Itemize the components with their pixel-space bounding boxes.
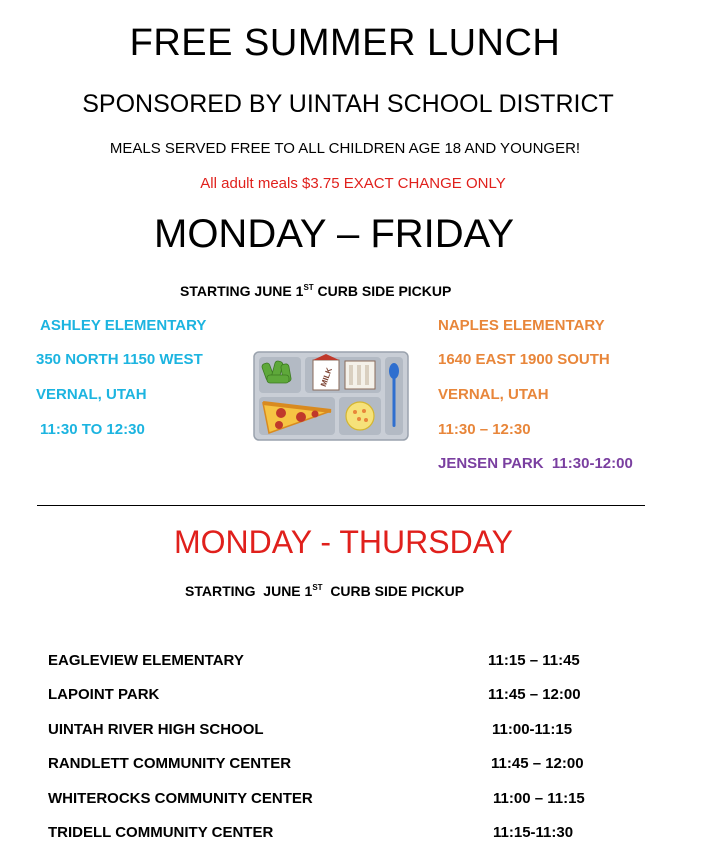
monday-thursday-start-line — [185, 583, 464, 599]
site-time-tridell: 11:15-11:30 — [493, 824, 574, 841]
start-date-ordinal: ST — [303, 283, 314, 292]
meals-free-notice: MEALS SERVED FREE TO ALL CHILDREN AGE 18 AND YOUNGER! — [109, 140, 581, 157]
start-date-text: STARTING JUNE 1 — [185, 583, 313, 599]
naples-elementary-name: NAPLES ELEMENTARY — [438, 317, 605, 334]
lunch-tray-illustration — [253, 351, 409, 441]
section-divider — [37, 505, 645, 506]
monday-friday-start-line — [180, 283, 451, 299]
naples-elementary-time: 11:30 – 12:30 — [438, 421, 531, 438]
start-pickup-text: CURB SIDE PICKUP — [322, 583, 465, 599]
site-time-whiterocks: 11:00 – 11:15 — [493, 790, 585, 807]
ashley-elementary-address: 350 NORTH 1150 WEST — [36, 351, 203, 368]
ashley-elementary-city: VERNAL, UTAH — [36, 386, 147, 403]
site-name-randlett: RANDLETT COMMUNITY CENTER — [48, 755, 292, 772]
site-name-uintah-river: UINTAH RIVER HIGH SCHOOL — [48, 721, 264, 738]
site-time-randlett: 11:45 – 12:00 — [491, 755, 584, 772]
site-name-eagleview: EAGLEVIEW ELEMENTARY — [48, 652, 244, 669]
monday-thursday-heading: MONDAY - THURSDAY — [174, 524, 513, 560]
ashley-elementary-name: ASHLEY ELEMENTARY — [40, 317, 207, 334]
site-time-lapoint: 11:45 – 12:00 — [488, 686, 581, 703]
site-name-whiterocks: WHITEROCKS COMMUNITY CENTER — [48, 790, 313, 807]
start-pickup-text: CURB SIDE PICKUP — [313, 283, 452, 299]
naples-elementary-address: 1640 EAST 1900 SOUTH — [438, 351, 610, 368]
site-time-eagleview: 11:15 – 11:45 — [488, 652, 580, 669]
milk-label: MILK — [318, 366, 335, 388]
sponsor-line: SPONSORED BY UINTAH SCHOOL DISTRICT — [82, 90, 614, 118]
monday-friday-heading: MONDAY – FRIDAY — [154, 212, 515, 256]
start-date-text: STARTING JUNE 1 — [180, 283, 304, 299]
site-name-tridell: TRIDELL COMMUNITY CENTER — [48, 824, 274, 841]
page-title: FREE SUMMER LUNCH — [129, 22, 561, 64]
jensen-park-schedule: JENSEN PARK 11:30-12:00 — [438, 455, 633, 472]
fruit-bowl-icon — [346, 402, 374, 430]
ashley-elementary-time: 11:30 TO 12:30 — [40, 421, 145, 438]
site-name-lapoint: LAPOINT PARK — [48, 686, 160, 703]
adult-meals-price: All adult meals $3.75 EXACT CHANGE ONLY — [200, 175, 506, 192]
naples-elementary-city: VERNAL, UTAH — [438, 386, 549, 403]
site-time-uintah-river: 11:00-11:15 — [492, 721, 573, 738]
start-date-ordinal: ST — [312, 583, 323, 592]
